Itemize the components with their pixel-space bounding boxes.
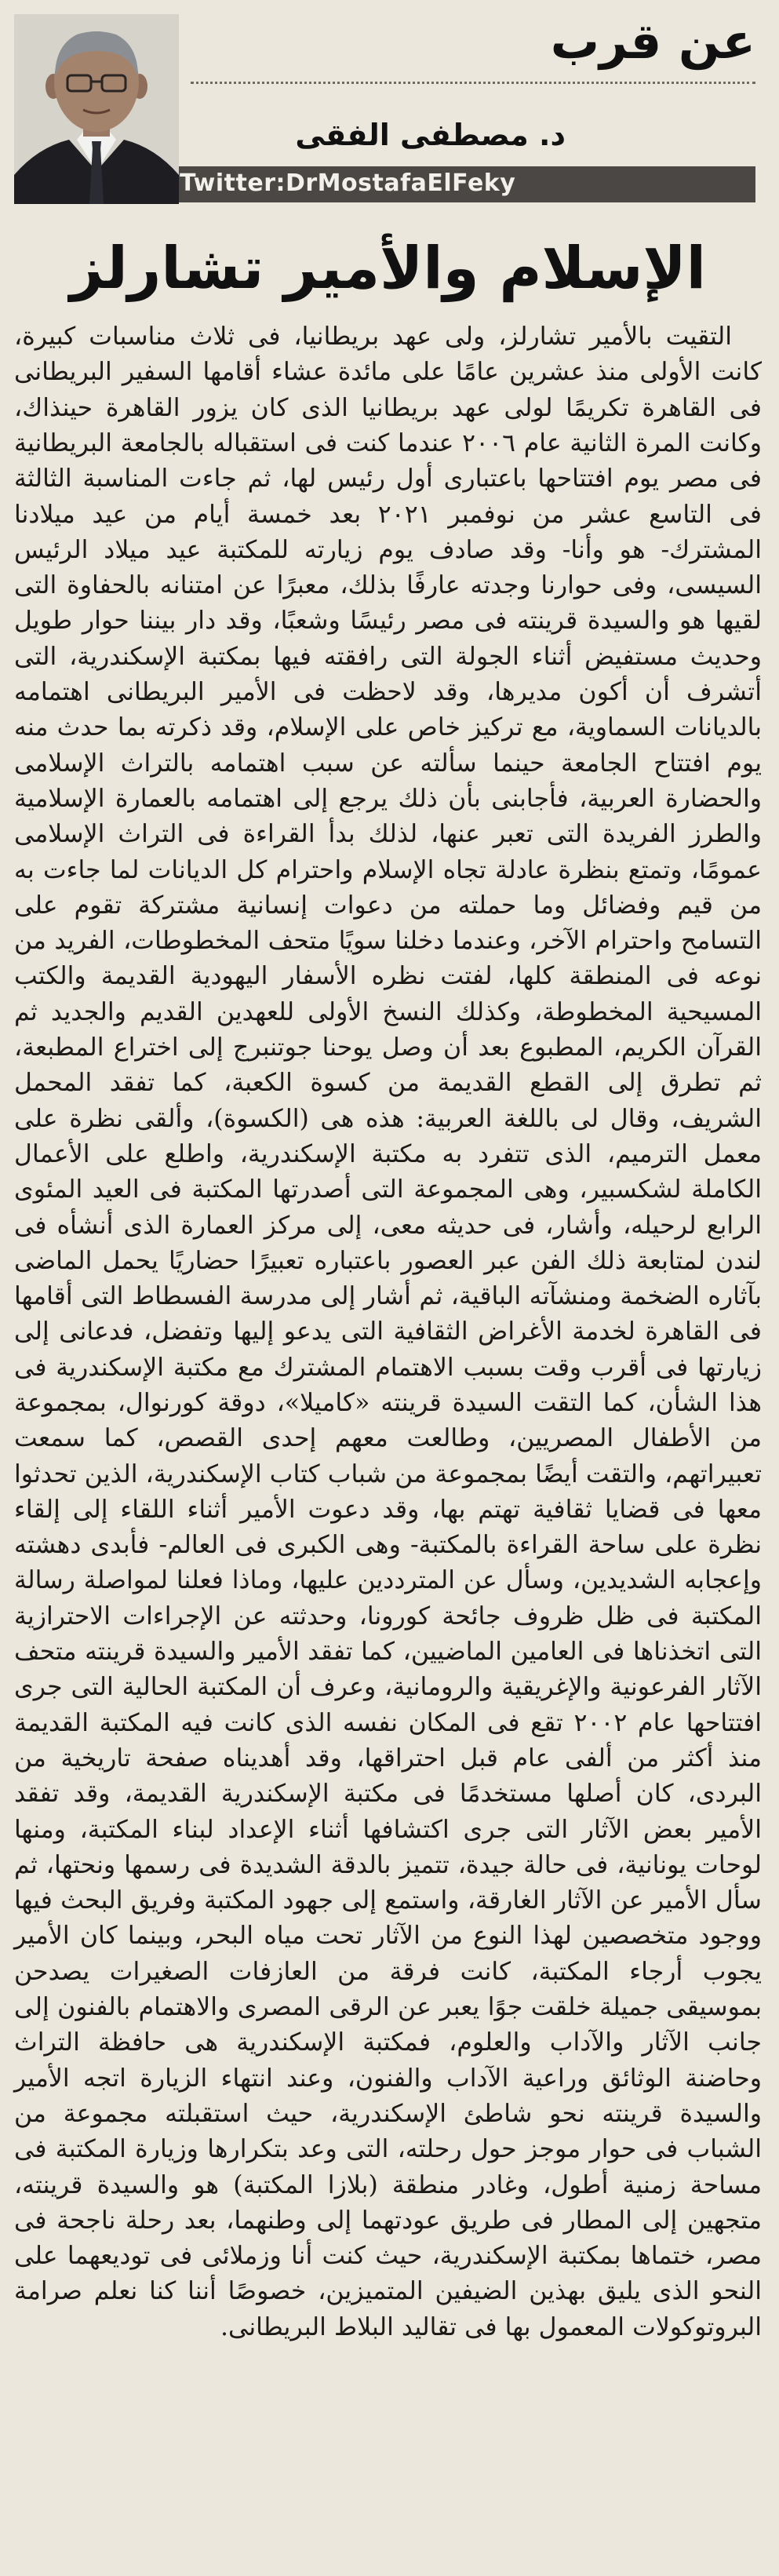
author-name: د. مصطفى الفقى [295,118,566,152]
twitter-bar [167,166,755,202]
article-paragraph: التقيت بالأمير تشارلز، ولى عهد بريطانيا، فى ثلاث مناسبات كبيرة، كانت الأولى منذ عشرين عامًا على مائدة عشاء أقامها السفير البريطانى فى القاهرة تكريمًا لولى عهد بريطانيا الذى كان يزور القاهرة حينذاك، وكانت المرة الثانية عام ٢٠٠٦ عندما كنت فى استقباله بالجامعة البريطانية فى مصر يوم افتتاحها باعتبارى أول رئيس لها، ثم جاءت المناسبة الثالثة فى التاسع عشر من نوفمبر ٢٠٢١ بعد خمسة أيام من عيد ميلادنا المشترك- هو وأنا- وقد صادف يوم زيارته للمكتبة عيد ميلاد الرئيس السيسى، وفى حوارنا وجدته عارفًا بذلك، معبرًا عن امتنانه بالحفاوة التى لقيها هو والسيدة قرينته فى مصر رئيسًا وشعبًا، وقد دار بيننا حوار طويل وحديث مستفيض أثناء الجولة التى رافقته فيها بمكتبة الإسكندرية، التى أتشرف أن أكون مديرها، وقد لاحظت فى الأمير البريطانى اهتمامه بالديانات السماوية، مع تركيز خاص على الإسلام، وقد ذكرته بما حدث منه يوم افتتاح الجامعة حينما سألته عن سبب اهتمامه بالتراث الإسلامى والحضارة العربية، فأجابنى بأن ذلك يرجع إلى اهتمامه بالعمارة الإسلامية والطرز الفريدة التى تعبر عنها، لذلك بدأ القراءة فى التراث الإسلامى عمومًا، وتمتع بنظرة عادلة تجاه الإسلام واحترام كل الديانات لما جاءت به من قيم وفضائل وما حملته من دعوات إنسانية مشتركة تقوم على التسامح واحترام الآخر، وعندما دخلنا سويًا متحف المخطوطات، الفريد من نوعه فى المنطقة كلها، لفتت نظره الأسفار اليهودية القديمة والكتب المسيحية المخطوطة، وكذلك النسخ الأولى للعهدين القديم والجديد ثم القرآن الكريم، المطبوع بعد أن وصل يوحنا جوتنبرج إلى اختراع المطبعة، ثم تطرق إلى القطع القديمة من كسوة الكعبة، كما تفقد المحمل الشريف، وقال لى باللغة العربية: هذه هى (الكسوة)، وألقى نظرة على معمل الترميم، الذى تتفرد به مكتبة الإسكندرية، واطلع على الأعمال الكاملة لشكسبير، وهى المجموعة التى أصدرتها المكتبة فى العيد المئوى الرابع لرحيله، وأشار، فى حديثه معى، إلى مركز العمارة الذى أنشأه فى لندن لمتابعة ذلك الفن عبر العصور باعتباره تعبيرًا حضاريًا يحمل الماضى بآثاره الضخمة ومنشآته الباقية، ثم أشار إلى مدرسة الفسطاط التى أقامها فى القاهرة لخدمة الأغراض الثقافية التى يدعو إليها وتفضل، فدعانى إلى زيارتها فى أقرب وقت بسبب الاهتمام المشترك مع مكتبة الإسكندرية فى هذا الشأن، كما التقت السيدة قرينته «كاميلا»، دوقة كورنوال، بمجموعة من الأطفال المصريين، وطالعت معهم إحدى القصص، كما سمعت تعبيراتهم، والتقت أيضًا بمجموعة من شباب كتاب الإسكندرية، الذين تحدثوا معها فى قضايا ثقافية تهتم بها، وقد دعوت الأمير أثناء اللقاء إلى إلقاء نظرة على ساحة القراءة بالمكتبة- وهى الكبرى فى العالم- فأبدى دهشته وإعجابه الشديدين، وسأل عن المترددين عليها، وماذا فعلنا لمواصلة رسالة المكتبة فى ظل ظروف جائحة كورونا، وحدثته عن الإجراءات الاحترازية التى اتخذناها فى العامين الماضيين، كما تفقد الأمير والسيدة قرينته متحف الآثار الفرعونية والإغريقية والرومانية، وعرف أن المكتبة الحالية التى جرى افتتاحها عام ٢٠٠٢ تقع فى المكان نفسه الذى كانت فيه المكتبة القديمة منذ أكثر من ألفى عام قبل احتراقها، وقد أهديناه صفحة تاريخية من البردى، كان أصلها مستخدمًا فى مكتبة الإسكندرية القديمة، وقد تفقد الأمير بعض الآثار التى جرى اكتشافها أثناء الإعداد لبناء المكتبة، ومنها لوحات يونانية، فى حالة جيدة، تتميز بالدقة الشديدة فى رسمها ونحتها، ثم سأل الأمير عن الآثار الغارقة، واستمع إلى جهود المكتبة وفريق البحث فيها ووجود متخصصين لهذا النوع من الآثار تحت مياه البحر، وبينما كان الأمير يجوب أرجاء المكتبة، كانت فرقة من العازفات الصغيرات يصدحن بموسيقى جميلة خلقت جوًا يعبر عن الرقى المصرى والاهتمام بالفنون إلى جانب الآثار والآداب والعلوم، فمكتبة الإسكندرية هى حافظة التراث وحاضنة الوثائق وراعية الآداب والفنون، وعند انتهاء الزيارة اتجه الأمير والسيدة قرينته نحو شاطئ الإسكندرية، حيث استقبلته مجموعة من الشباب فى حوار موجز حول رحلته، التى وعد بتكرارها وزيارة المكتبة فى مساحة زمنية أطول، وغادر منطقة (بلازا المكتبة) هو والسيدة قرينته، متجهين إلى المطار فى طريق عودتهما إلى وطنهما، بعد رحلة ناجحة فى مصر، ختماها بمكتبة الإسكندرية، حيث كنت أنا وزملائى فى توديعهما على النحو الذى يليق بهذين الضيفين المتميزين، خصوصًا أننا كنا نعلم صرامة البروتوكولات المعمول بها فى تقاليد البلاط البريطانى. [14,322,763,2341]
author-portrait-icon [14,14,179,204]
article-body [14,319,762,2345]
title-divider [191,82,755,84]
column-title: عن قرب [550,13,755,70]
column-header [14,0,762,212]
author-portrait [14,14,179,204]
twitter-handle: Twitter:DrMostafaElFeky [180,169,516,197]
article-headline: الإسلام والأمير تشارلز [69,235,706,302]
